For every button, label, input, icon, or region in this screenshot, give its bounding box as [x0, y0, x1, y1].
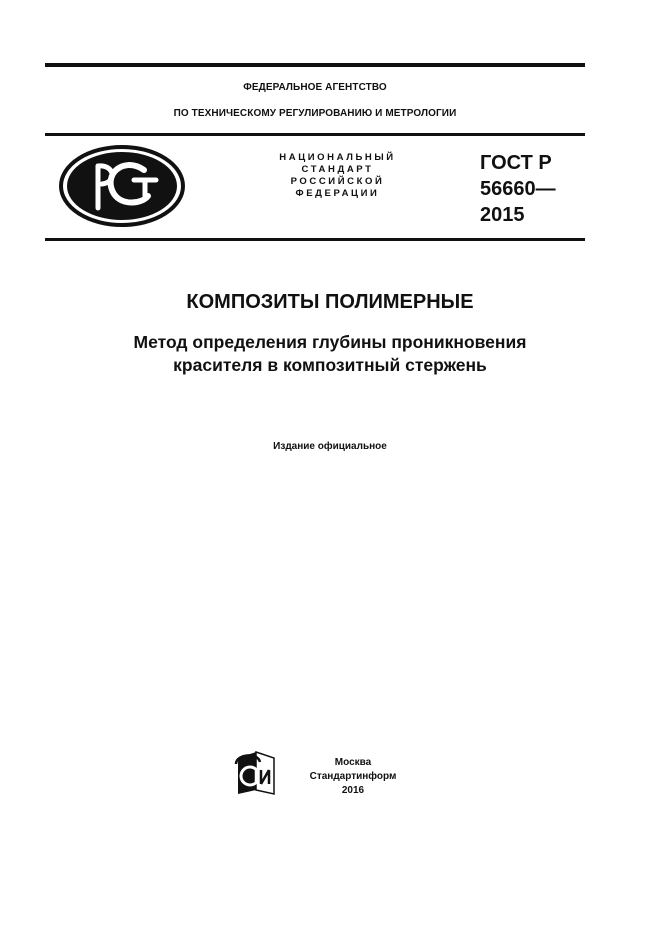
standard-type-label: [255, 152, 420, 200]
subtitle-line: красителя в композитный стержень: [173, 355, 487, 375]
gost-line: ГОСТ Р: [480, 152, 552, 174]
agency-name-line-1: ФЕДЕРАЛЬНОЕ АГЕНТСТВО: [243, 82, 387, 93]
gost-line: 56660—: [480, 178, 556, 200]
standard-type-line: РОССИЙСКОЙ: [290, 176, 385, 187]
gost-designation: [480, 150, 556, 228]
agency-name-line-2: ПО ТЕХНИЧЕСКОМУ РЕГУЛИРОВАНИЮ И МЕТРОЛОГИИ: [173, 108, 457, 119]
imprint-city: Москва: [334, 757, 372, 768]
middle-rule: [45, 133, 585, 136]
bottom-rule: [45, 238, 585, 241]
gost-line: 2015: [480, 204, 525, 226]
document-title: КОМПОЗИТЫ ПОЛИМЕРНЫЕ: [186, 291, 474, 313]
standard-type-line: СТАНДАРТ: [301, 164, 374, 175]
subtitle-line: Метод определения глубины проникновения: [133, 332, 527, 352]
top-rule: [45, 63, 585, 67]
edition-label: Издание официальное: [273, 441, 387, 452]
document-subtitle: [45, 331, 615, 377]
rst-certification-mark-icon: [58, 144, 186, 228]
standard-type-line: ФЕДЕРАЦИИ: [295, 188, 380, 199]
standartinform-logo-icon: [234, 750, 294, 796]
imprint-year: 2016: [341, 785, 365, 796]
imprint-block: [292, 756, 414, 798]
imprint-publisher: Стандартинформ: [309, 771, 397, 782]
standard-type-line: НАЦИОНАЛЬНЫЙ: [279, 152, 396, 163]
